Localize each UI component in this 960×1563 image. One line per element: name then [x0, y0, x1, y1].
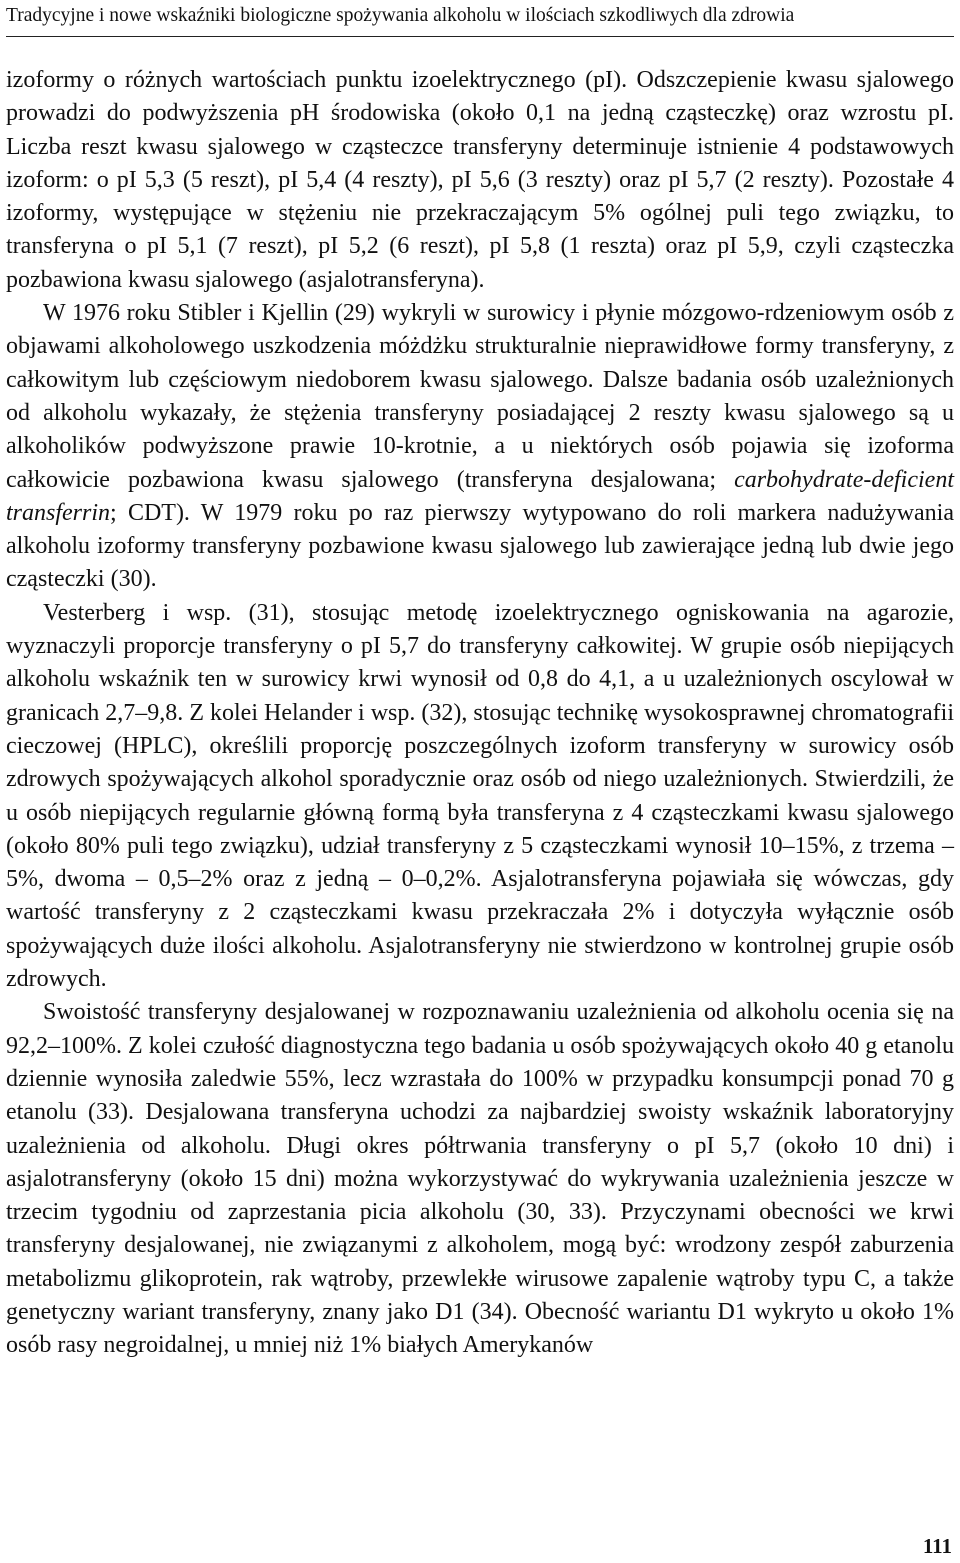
italic-term: carbohydrate-deficient transferrin: [6, 466, 954, 526]
paragraph-text: Vesterberg i wsp. (31), stosując metodę izoelektrycznego ogniskowania na agarozie, wyznaczyli proporcje transferyny o pI 5,7 do transferyny całkowitej. W grupie osób niepijących alkoholu wskaźnik ten w surowicy krwi wynosił od 0,8 do 4,1, a u uzależnionych oscylował w granicach 2,7–9,8. Z kolei Helander i wsp. (32), stosując technikę wysokosprawnej chromatografii cieczowej (HPLC), określili proporcję poszczególnych izoform transferyny w surowicy osób zdrowych spożywających alkohol sporadycznie oraz osób od niego uzależnionych. Stwierdzili, że u osób niepijących regularnie główną formą była transferyna z 4 cząsteczkami kwasu sjalowego (około 80% puli tego związku), udział transferyny z 5 cząsteczkami wynosił 10–15%, z trzema – 5%, dwoma – 0,5–2% oraz z jedną – 0–0,2%. Asjalotransferyna pojawiała się wówczas, gdy wartość transferyny z 2 cząsteczkami kwasu przekraczała 2% i dotyczyła wyłącznie osób spożywających duże ilości alkoholu. Asjalotransferyny nie stwierdzono w kontrolnej grupie osób zdrowych.: [6, 599, 954, 993]
page-number: 111: [922, 1534, 952, 1558]
paragraph-stibler-kjellin: [6, 297, 954, 597]
paragraph-isoforms: [6, 64, 954, 297]
paragraph-specificity: [6, 996, 954, 1362]
running-header: Tradycyjne i nowe wskaźniki biologiczne spożywania alkoholu w ilościach szkodliwych dla zdrowia: [6, 5, 795, 26]
paragraph-text: ; CDT). W 1979 roku po raz pierwszy wytypowano do roli markera nadużywania alkoholu izoformy transferyny pozbawione kwasu sjalowego lub zawierające jedną lub dwie jego cząsteczki (30).: [6, 499, 954, 593]
article-body: [6, 64, 954, 1363]
header-divider: [6, 36, 954, 37]
paragraph-vesterberg: [6, 597, 954, 997]
paragraph-text: W 1976 roku Stibler i Kjellin (29) wykryli w surowicy i płynie mózgowo-rdzeniowym osób z objawami alkoholowego uszkodzenia móżdżku strukturalnie nieprawidłowe formy transferyny, z całkowitym lub częściowym niedoborem kwasu sjalowego. Dalsze badania osób uzależnionych od alkoholu wykazały, że stężenia transferyny posiadającej 2 reszty kwasu sjalowego są u alkoholików podwyższone prawie 10-krotnie, a u niektórych osób pojawia się izoforma całkowicie pozbawiona kwasu sjalowego (transferyna desjalowana;: [6, 300, 954, 493]
paragraph-text: izoformy o różnych wartościach punktu izoelektrycznego (pI). Odszczepienie kwasu sjalowego prowadzi do podwyższenia pH środowiska (około 0,1 na jedną cząsteczkę) oraz wzrostu pI. Liczba reszt kwasu sjalowego w cząsteczce transferyny determinuje istnienie 4 podstawowych izoform: o pI 5,3 (5 reszt), pI 5,4 (4 reszty), pI 5,6 (3 reszty) oraz pI 5,7 (2 reszty). Pozostałe 4 izoformy, występujące w stężeniu nie przekraczającym 5% ogólnej puli tego związku, to transferyna o pI 5,1 (7 reszt), pI 5,2 (6 reszt), pI 5,8 (1 reszta) oraz pI 5,9, czyli cząsteczka pozbawiona kwasu sjalowego (asjalotransferyna).: [6, 67, 954, 293]
paragraph-text: Swoistość transferyny desjalowanej w rozpoznawaniu uzależnienia od alkoholu ocenia się na 92,2–100%. Z kolei czułość diagnostyczna tego badania u osób spożywających około 40 g etanolu dziennie wynosiła zaledwie 55%, lecz wzrastała do 100% w przypadku konsumpcji ponad 70 g etanolu (33). Desjalowana transferyna uchodzi za najbardziej swoisty wskaźnik laboratoryjny uzależnienia od alkoholu. Długi okres półtrwania transferyny o pI 5,7 (około 10 dni) i asjalotransferyny (około 15 dni) można wykorzystywać do wykrywania uzależnienia jeszcze w trzecim tygodniu od zaprzestania picia alkoholu (30, 33). Przyczynami obecności we krwi transferyny desjalowanej, nie związanymi z alkoholem, mogą być: wrodzony zespół zaburzenia metabolizmu glikoprotein, rak wątroby, przewlekłe wirusowe zapalenie wątroby typu C, a także genetyczny wariant transferyny, znany jako D1 (34). Obecność wariantu D1 wykryto u około 1% osób rasy negroidalnej, u mniej niż 1% białych Amerykanów: [6, 999, 954, 1359]
